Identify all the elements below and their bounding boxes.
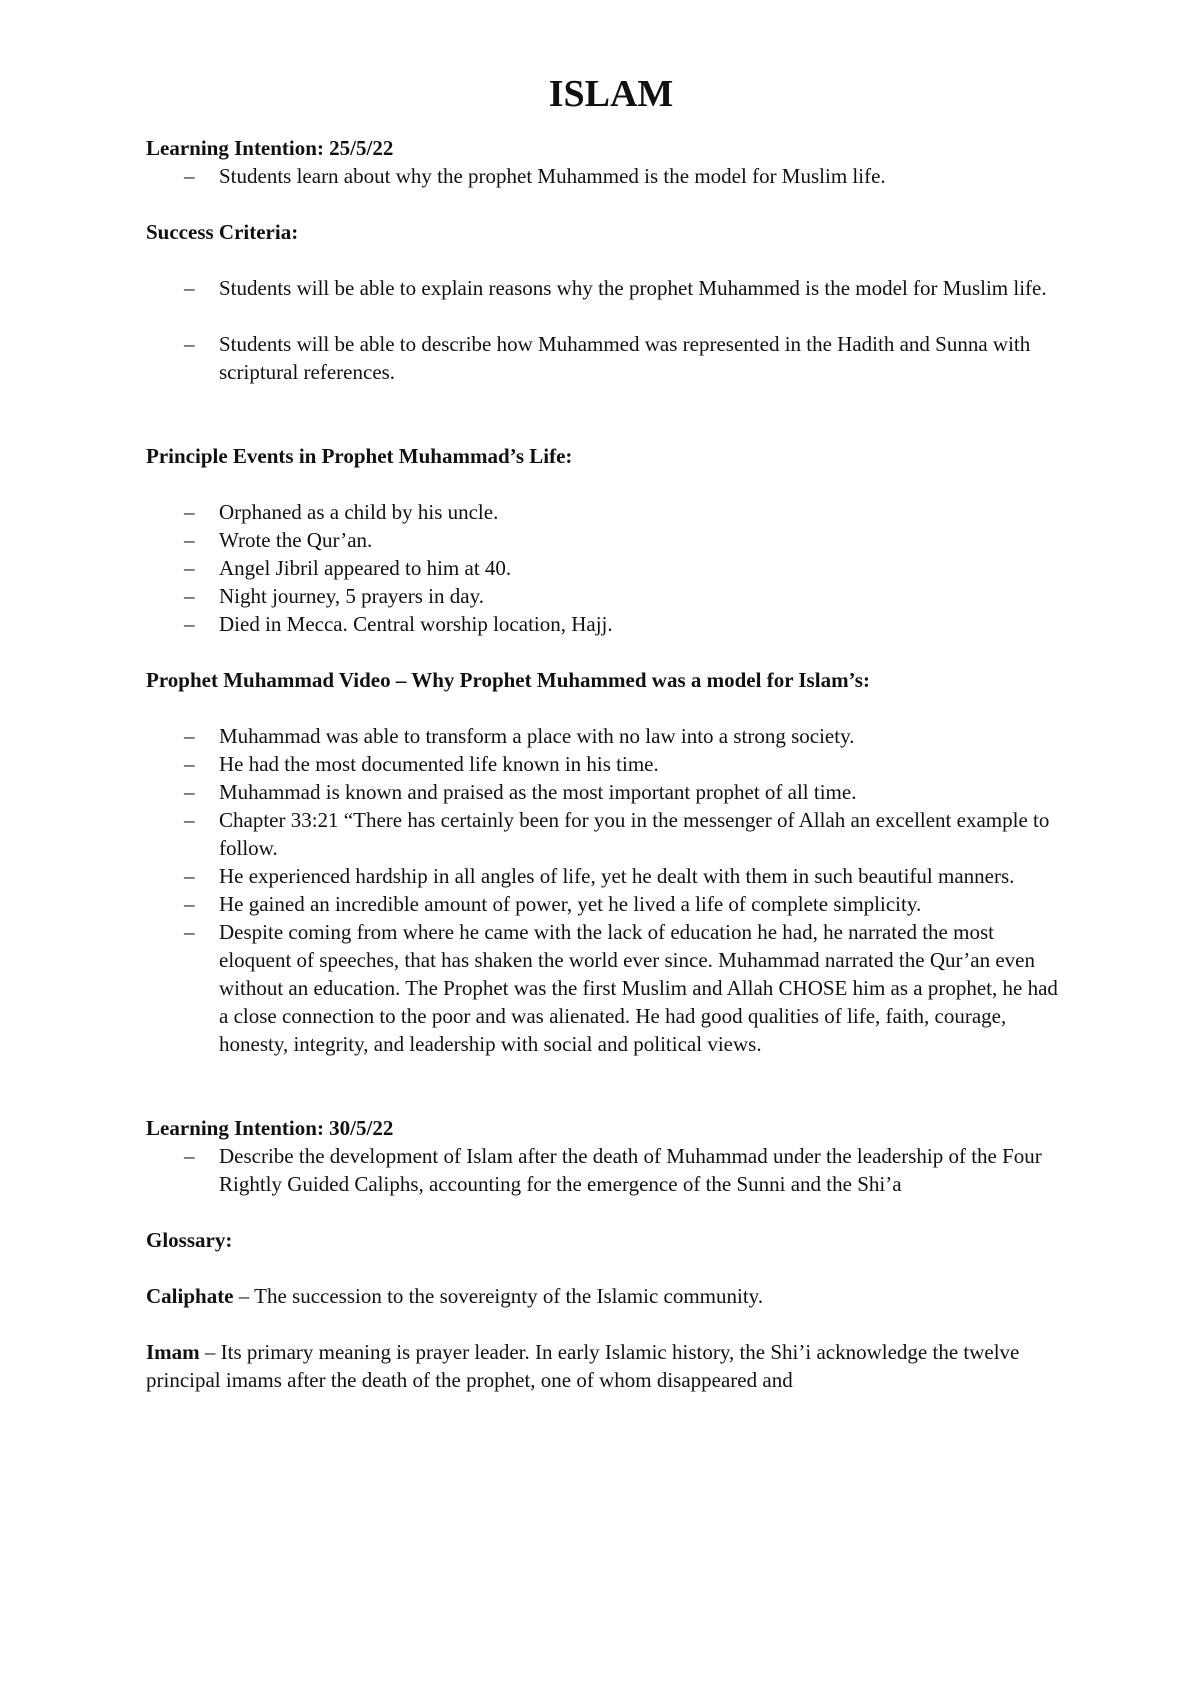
list-item: – Wrote the Qur’an. [146, 526, 1066, 554]
list-item: – Chapter 33:21 “There has certainly been for you in the messenger of Allah an excellent example to follow. [146, 806, 1066, 862]
glossary-term: Imam [146, 1340, 200, 1364]
list-item: – Orphaned as a child by his uncle. [146, 498, 1066, 526]
glossary-entry-caliphate [146, 1282, 1066, 1310]
video-notes-heading: Prophet Muhammad Video – Why Prophet Muhammed was a model for Islam’s: [146, 668, 870, 692]
list-item: – Students learn about why the prophet Muhammed is the model for Muslim life. [146, 162, 1066, 190]
learning-intention-2-list [146, 1142, 1066, 1198]
list-item: – Students will be able to explain reasons why the prophet Muhammed is the model for Muslim life. [146, 274, 1066, 302]
list-item: – Night journey, 5 prayers in day. [146, 582, 1066, 610]
list-item: – Died in Mecca. Central worship location, Hajj. [146, 610, 1066, 638]
list-item: – Students will be able to describe how Muhammed was represented in the Hadith and Sunna with scriptural references. [146, 330, 1066, 386]
principle-events-heading: Principle Events in Prophet Muhammad’s Life: [146, 444, 573, 468]
list-item: – He had the most documented life known in his time. [146, 750, 1066, 778]
principle-events-list [146, 498, 1066, 638]
success-criteria-list [146, 274, 1066, 302]
glossary-heading: Glossary: [146, 1228, 233, 1252]
learning-intention-1-heading: Learning Intention: 25/5/22 [146, 136, 394, 160]
document-title: ISLAM [548, 73, 674, 115]
list-item: – Muhammad was able to transform a place with no law into a strong society. [146, 722, 1066, 750]
list-item: – Muhammad is known and praised as the most important prophet of all time. [146, 778, 1066, 806]
video-notes-list [146, 722, 1066, 1058]
glossary-entry-imam [146, 1338, 1066, 1394]
list-item: – Despite coming from where he came with the lack of education he had, he narrated the most eloquent of speeches, that has shaken the world ever since. Muhammad narrated the Qur’an even without an education. The Prophet was the first Muslim and Allah CHOSE him as a prophet, he had a close connection to the poor and was alienated. He had good qualities of life, faith, courage, honesty, integrity, and leadership with social and political views. [146, 918, 1066, 1058]
glossary-definition: – The succession to the sovereignty of the Islamic community. [233, 1284, 764, 1308]
glossary-term: Caliphate [146, 1284, 234, 1308]
learning-intention-1-list [146, 162, 1066, 190]
document-page [146, 70, 1066, 1394]
list-item: – He experienced hardship in all angles of life, yet he dealt with them in such beautiful manners. [146, 862, 1066, 890]
list-item: – He gained an incredible amount of power, yet he lived a life of complete simplicity. [146, 890, 1066, 918]
success-criteria-heading: Success Criteria: [146, 220, 299, 244]
list-item: – Describe the development of Islam after the death of Muhammad under the leadership of the Four Rightly Guided Caliphs, accounting for the emergence of the Sunni and the Shi’a [146, 1142, 1066, 1198]
glossary-definition: – Its primary meaning is prayer leader. In early Islamic history, the Shi’i acknowledge the twelve principal imams after the death of the prophet, one of whom disappeared and [146, 1340, 1020, 1392]
learning-intention-2-heading: Learning Intention: 30/5/22 [146, 1116, 394, 1140]
success-criteria-list [146, 330, 1066, 386]
list-item: – Angel Jibril appeared to him at 40. [146, 554, 1066, 582]
